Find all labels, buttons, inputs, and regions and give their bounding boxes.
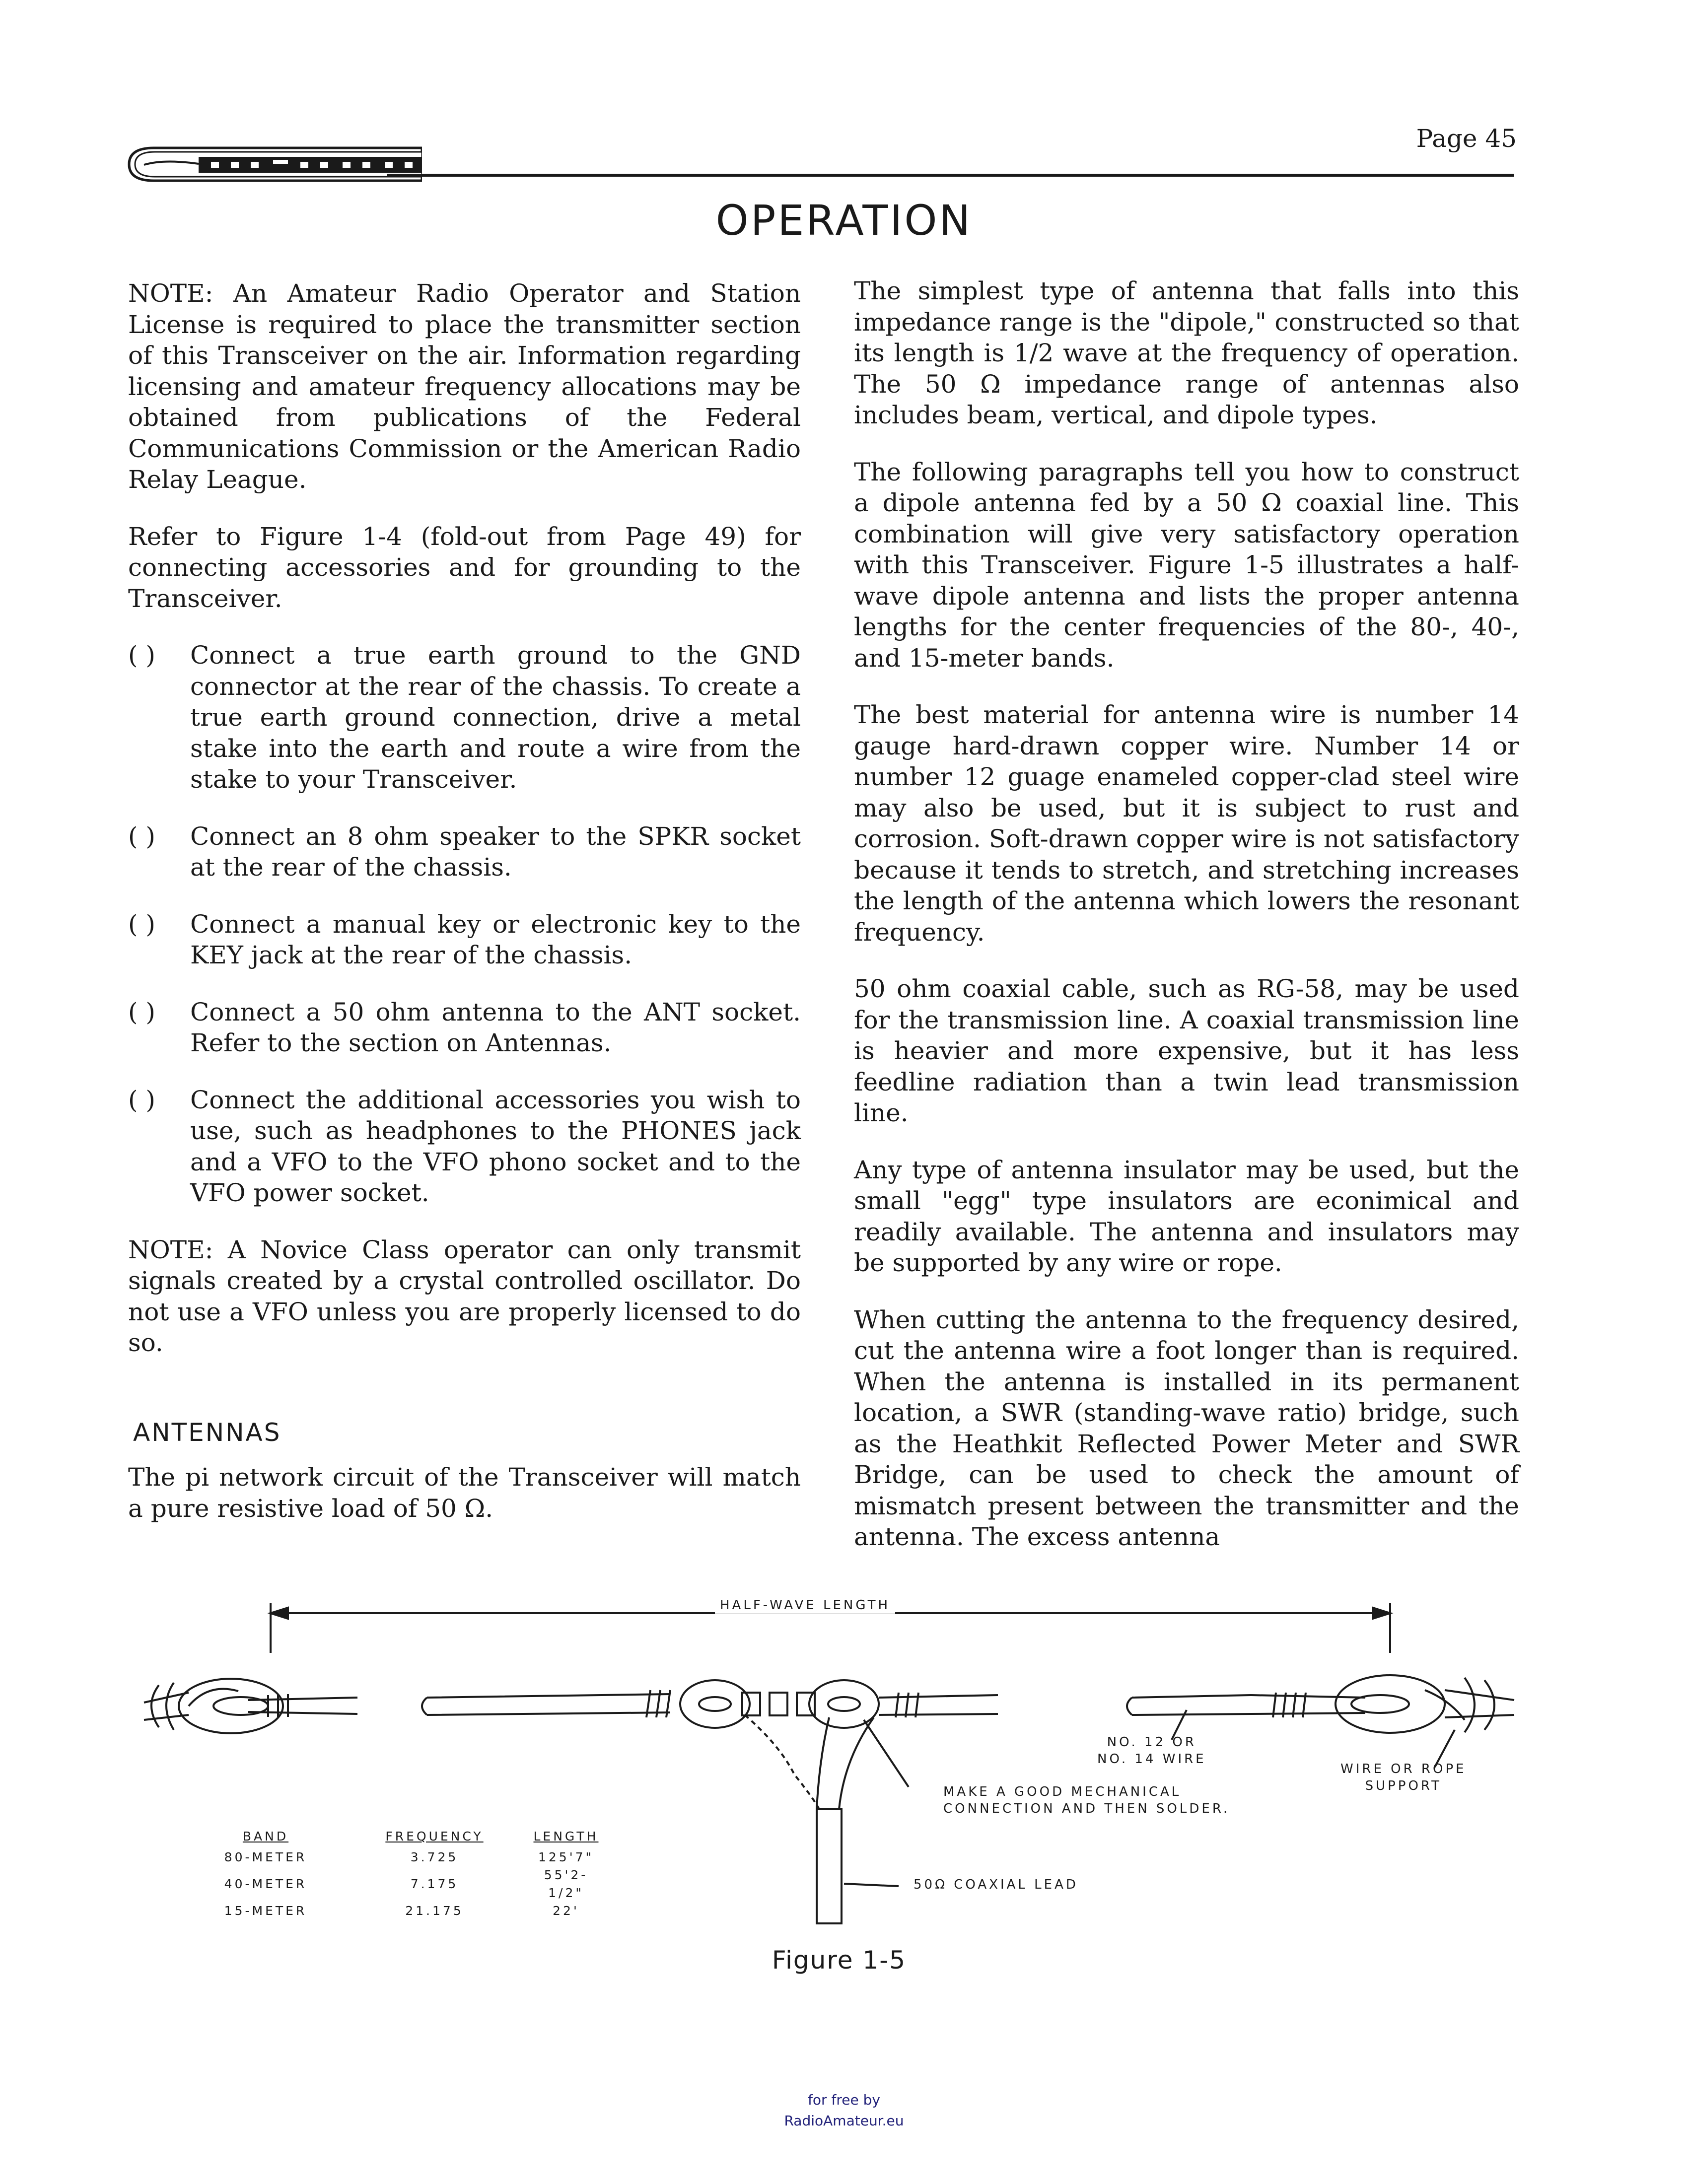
frequency-cell: 21.175 [405, 1904, 464, 1918]
checklist-step-antenna [128, 997, 801, 1059]
column-header: BAND [242, 1829, 289, 1843]
step-text: Connect a 50 ohm antenna to the ANT socket. Refer to the section on Antennas. [190, 997, 801, 1057]
license-note: NOTE: An Amateur Radio Operator and Station License is required to place the transmitter section of this Transceiver on the air. Information regarding licensing and amateur frequency allocations may be obtained from publications of the Federal Communications Commission or the American Radio Relay League. [128, 279, 801, 494]
page-title: OPERATION [715, 196, 973, 245]
header-rule [387, 174, 1514, 177]
wire-note-line: NO. 14 WIRE [1097, 1752, 1206, 1767]
support-note-line: WIRE OR ROPE [1340, 1762, 1467, 1776]
novice-note: NOTE: A Novice Class operator can only transmit signals created by a crystal controlled oscillator. Do not use a VFO unless you are properly licensed to do so. [128, 1235, 801, 1357]
dipole-paragraph: The simplest type of antenna that falls into this impedance range is the "dipole," constructed so that its length is 1/2 wave at the frequency of operation. The 50 Ω impedance range of antennas also includes beam, vertical, and dipole types. [854, 276, 1519, 429]
support-note-line: SUPPORT [1365, 1778, 1442, 1793]
wire-note-line: NO. 12 OR [1107, 1735, 1196, 1750]
refer-paragraph: Refer to Figure 1-4 (fold-out from Page 49) for connecting accessories and for grounding to the Transceiver. [128, 522, 801, 613]
coax-lead [817, 1809, 842, 1923]
column-header: FREQUENCY [385, 1829, 484, 1843]
checklist-step-ground [128, 640, 801, 795]
length-cell: 55'2-1/2" [544, 1868, 588, 1900]
wire-note [1097, 1734, 1206, 1768]
right-column [854, 275, 1519, 1578]
step-text: Connect the additional accessories you wish to use, such as headphones to the PHONES jack and a VFO to the VFO phono socket and to the VFO power socket. [190, 1085, 801, 1207]
center-insulator-left [680, 1680, 750, 1728]
solder-note [943, 1783, 1230, 1817]
checklist-step-key [128, 909, 801, 971]
coax-paragraph: 50 ohm coaxial cable, such as RG-58, may be used for the transmission line. A coaxial transmission line is heavier and more expensive, but it has less feedline radiation than a twin lead transmission line. [854, 974, 1519, 1127]
band-cell: 80-METER [224, 1850, 307, 1864]
footer-line: for free by [808, 2092, 880, 2108]
length-cell: 125'7" [538, 1850, 594, 1864]
table-row [191, 1866, 603, 1902]
checklist-step-speaker [128, 821, 801, 883]
check-box[interactable]: ( ) [128, 821, 155, 851]
page-number: Page 45 [1416, 124, 1517, 153]
support-note [1340, 1761, 1467, 1794]
column-header: LENGTH [533, 1829, 599, 1843]
half-wave-label: HALF-WAVE LENGTH [715, 1597, 895, 1614]
coax-label: 50Ω COAXIAL LEAD [914, 1877, 1078, 1892]
table-row [191, 1848, 603, 1866]
footer-link[interactable]: RadioAmateur.eu [784, 2113, 904, 2129]
solder-note-line: MAKE A GOOD MECHANICAL [943, 1784, 1182, 1799]
length-cell: 22' [553, 1904, 579, 1918]
check-box[interactable]: ( ) [128, 997, 155, 1026]
solder-note-line: CONNECTION AND THEN SOLDER. [943, 1801, 1230, 1816]
figure-caption: Figure 1-5 [772, 1946, 907, 1975]
antenna-length-table [191, 1829, 603, 1920]
center-insulator-right [809, 1680, 879, 1728]
checklist-step-accessories [128, 1085, 801, 1209]
band-cell: 40-METER [224, 1877, 307, 1891]
check-box[interactable]: ( ) [128, 1085, 155, 1114]
construction-paragraph: The following paragraphs tell you how to construct a dipole antenna fed by a 50 Ω coaxial line. This combination will give very satisfactory operation with this Transceiver. Figure 1-5 illustrates a half-wave dipole antenna and lists the proper antenna lengths for the center frequencies of the 80-, 40-, and 15-meter bands. [854, 457, 1519, 673]
wire-material-paragraph: The best material for antenna wire is number 14 gauge hard-drawn copper wire. Number 14 or number 12 guage enameled copper-clad steel wire may also be used, but it is subject to rust and corrosion. Soft-drawn copper wire is not satisfactory because it tends to stretch, and stretching increases the length of the antenna which lowers the resonant frequency. [854, 700, 1519, 947]
dipole-figure [124, 1596, 1554, 2018]
step-text: Connect an 8 ohm speaker to the SPKR socket at the rear of the chassis. [190, 821, 801, 882]
heathkit-logo [124, 145, 422, 184]
left-column [128, 278, 801, 1550]
cutting-paragraph: When cutting the antenna to the frequency desired, cut the antenna wire a foot longer than is required. When the antenna is installed in its permanent location, a SWR (standing-wave ratio) bridge, such as the Heathkit Reflected Power Meter and SWR Bridge, can be used to check the amount of mismatch present between the transmitter and the antenna. The excess antenna [854, 1305, 1519, 1551]
check-box[interactable]: ( ) [128, 909, 155, 939]
antennas-paragraph: The pi network circuit of the Transceiver will match a pure resistive load of 50 Ω. [128, 1463, 801, 1523]
insulator-paragraph: Any type of antenna insulator may be used, but the small "egg" type insulators are econimical and readily available. The antenna and insulators may be supported by any wire or rope. [854, 1155, 1519, 1277]
frequency-cell: 3.725 [410, 1850, 459, 1864]
footer [0, 2090, 1688, 2131]
frequency-cell: 7.175 [410, 1877, 459, 1891]
band-cell: 15-METER [224, 1904, 307, 1918]
check-box[interactable]: ( ) [128, 641, 155, 670]
table-row [191, 1902, 603, 1920]
step-text: Connect a manual key or electronic key to the KEY jack at the rear of the chassis. [190, 909, 801, 969]
antennas-heading: ANTENNAS [133, 1418, 281, 1447]
step-text: Connect a true earth ground to the GND connector at the rear of the chassis. To create a true earth ground connection, drive a metal stake into the earth and route a wire from the stake to your Transceiver. [190, 641, 801, 794]
